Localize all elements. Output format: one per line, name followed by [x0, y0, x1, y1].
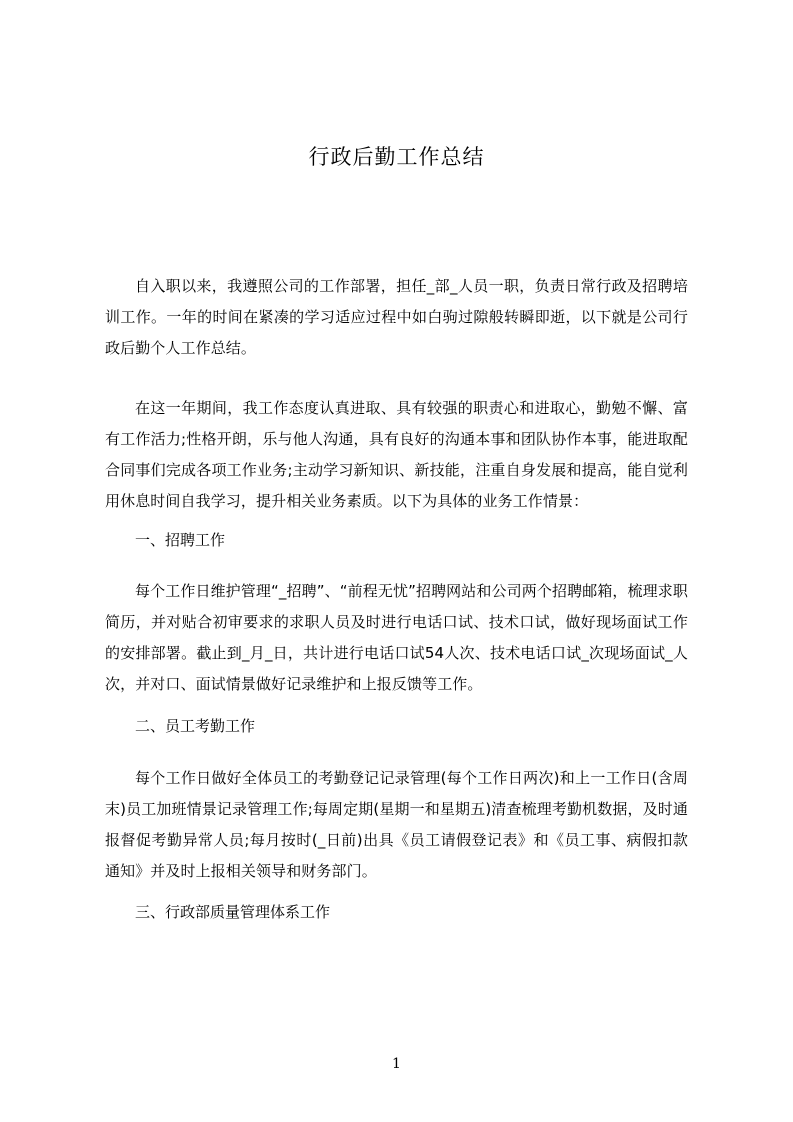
section-body-attendance: 每个工作日做好全体员工的考勤登记记录管理(每个工作日两次)和上一工作日(含周末)员工加班情景记录管理工作;每周定期(星期一和星期五)清查梳理考勤机数据，及时通报督促考勤异常人员;每月按时(_日前)出具《员工请假登记表》和《员工事、病假扣款通知》并及时上报相关领导和财务部门。: [105, 769, 688, 880]
document-title: 行政后勤工作总结: [308, 145, 485, 169]
paragraph-attitude: 在这一年期间，我工作态度认真进取、具有较强的职责心和进取心，勤勉不懈、富有工作活力;性格开朗，乐与他人沟通，具有良好的沟通本事和团队协作本事，能进取配合同事们完成各项工作业务;主动学习新知识、新技能，注重自身发展和提高，能自觉利用休息时间自我学习，提升相关业务素质。以下为具体的业务工作情景：: [105, 399, 688, 510]
paragraph-intro: 自入职以来，我遵照公司的工作部署，担任_部_人员一职，负责日常行政及招聘培训工作。一年的时间在紧凑的学习适应过程中如白驹过隙般转瞬即逝，以下就是公司行政后勤个人工作总结。: [105, 277, 688, 357]
section-heading-quality: 三、行政部质量管理体系工作: [135, 903, 331, 921]
page-number: 1: [392, 1056, 401, 1072]
section-heading-attendance: 二、员工考勤工作: [135, 717, 256, 735]
section-heading-recruitment: 一、招聘工作: [135, 531, 226, 549]
section-body-recruitment: 每个工作日维护管理“_招聘”、“前程无忧”招聘网站和公司两个招聘邮箱，梳理求职简历，并对贴合初审要求的求职人员及时进行电话口试、技术口试，做好现场面试工作的安排部署。截止到_月_日，共计进行电话口试54人次、技术电话口试_次现场面试_人次，并对口、面试情景做好记录维护和上报反馈等工作。: [105, 582, 688, 693]
